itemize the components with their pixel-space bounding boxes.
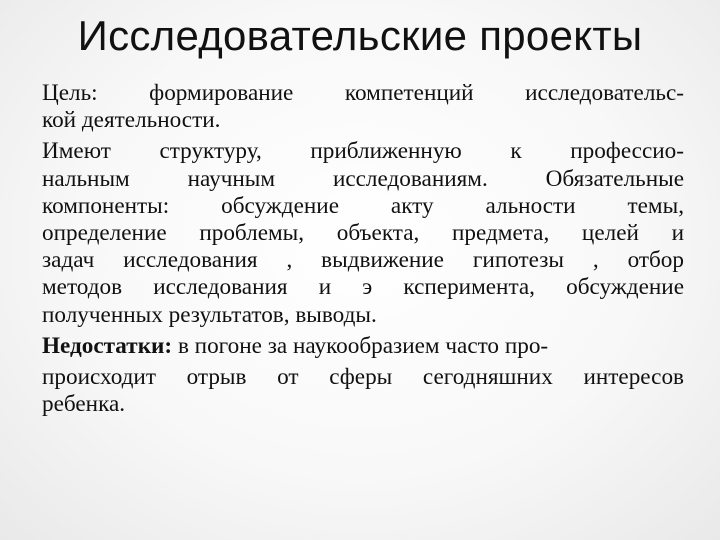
- drawbacks-line-1: [42, 333, 684, 360]
- drawbacks-label: Недостатки:: [42, 332, 173, 359]
- slide-body: [42, 80, 684, 418]
- structure-line-7: полученных результатов, выводы.: [42, 301, 377, 328]
- structure-line-6: методов исследования и э ксперимента, обсуждение: [42, 274, 684, 301]
- structure-line-3: компоненты: обсуждение акту альности темы,: [42, 192, 684, 219]
- structure-line-2: нальным научным исследованиям. Обязательные: [42, 165, 684, 192]
- structure-line-5: задач исследования , выдвижение гипотезы , отбор: [42, 247, 684, 274]
- structure-line-1: Имеют структуру, приближенную к профессио-: [42, 138, 684, 165]
- goal-line-1: Цель: формирование компетенций исследовательс-: [42, 80, 684, 106]
- goal-line-2: кой деятельности.: [42, 107, 221, 134]
- slide-title: Исследовательские проекты: [77, 12, 643, 59]
- drawbacks-line-1-rest: в погоне за наукообразием часто про-: [172, 332, 549, 359]
- drawbacks-line-2: происходит отрыв от сферы сегодняшних интересов: [42, 363, 684, 390]
- drawbacks-line-3: ребенка.: [42, 391, 126, 418]
- structure-line-4: определение проблемы, объекта, предмета, целей и: [42, 219, 684, 246]
